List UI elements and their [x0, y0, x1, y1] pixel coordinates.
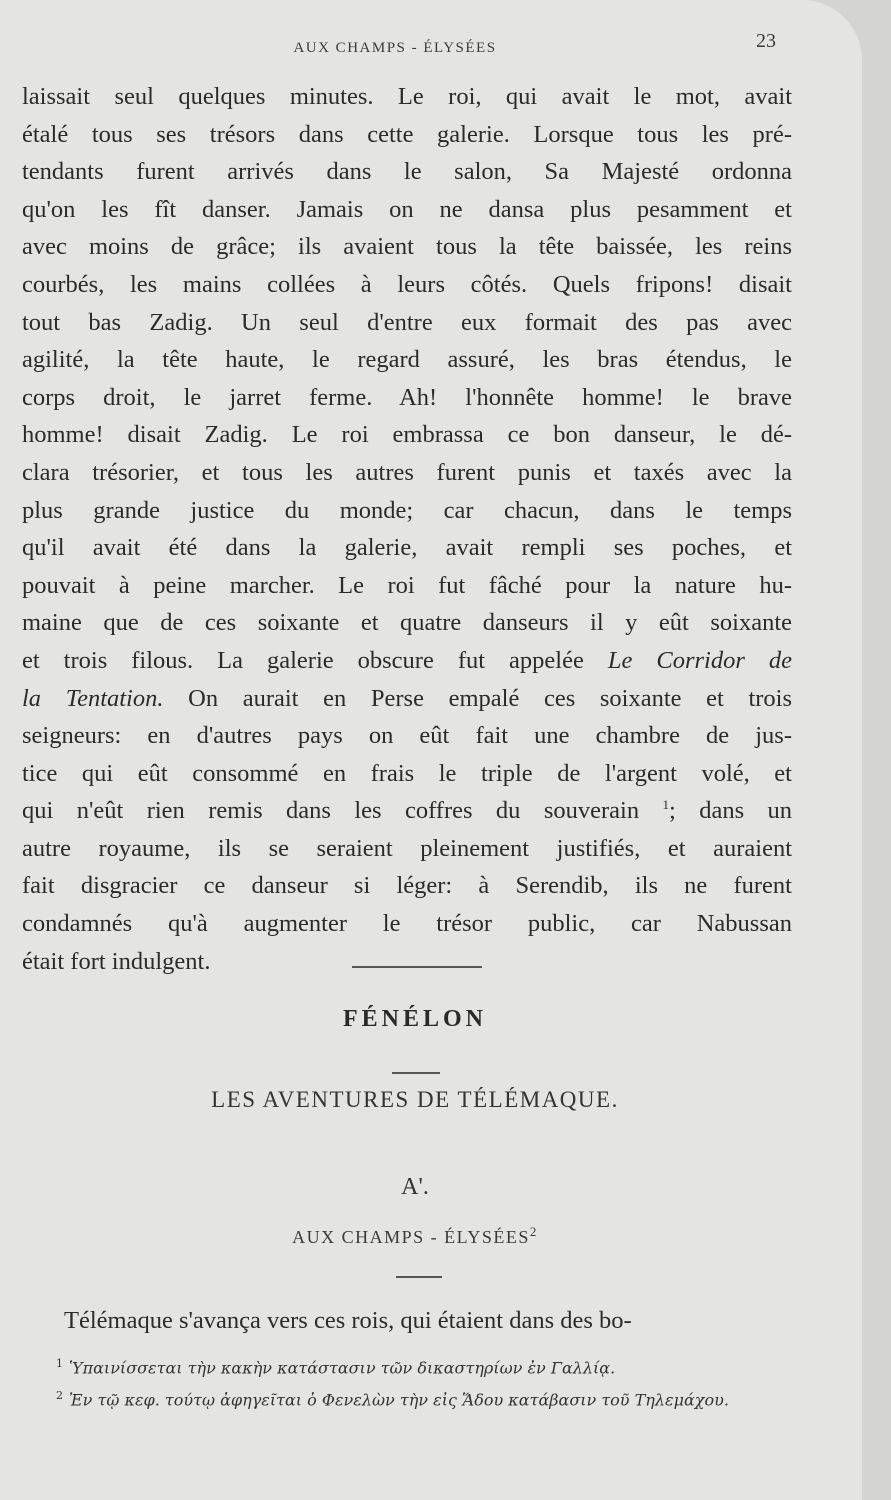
- text-line: [22, 792, 792, 830]
- text-segment: On aurait en Perse empalé ces soixante et trois: [188, 684, 792, 712]
- text-line: maine que de ces soixante et quatre danseurs il y eût soixante: [22, 609, 792, 637]
- footnote: [56, 1382, 816, 1414]
- text-line: était fort indulgent.: [22, 947, 211, 975]
- footnote: [56, 1350, 816, 1382]
- text-line: condamnés qu'à augmenter le trésor public, car Nabussan: [22, 910, 792, 938]
- text-line: étalé tous ses trésors dans cette galerie. Lorsque tous les pré-: [22, 120, 792, 148]
- text-line: autre royaume, ils se seraient pleinement justifiés, et auraient: [22, 834, 792, 862]
- text-line: fait disgracier ce danseur si léger: à Serendib, ils ne furent: [22, 872, 792, 900]
- text-line: plus grande justice du monde; car chacun, dans le temps: [22, 496, 792, 524]
- text-segment: et trois filous. La galerie obscure fut appelée: [22, 646, 584, 674]
- text-line: courbés, les mains collées à leurs côtés. Quels fripons! disait: [22, 270, 792, 298]
- chapter-title-text: AUX CHAMPS - ÉLYSÉES: [292, 1227, 530, 1247]
- footnote-mark: 1: [56, 1357, 63, 1370]
- section-divider: [392, 1072, 440, 1074]
- footnote-ref: 1: [662, 797, 669, 813]
- footnote-text: Ὑπαινίσσεται τὴν κακὴν κατάστασιν τῶν δικαστηρίων ἐν Γαλλίᾳ.: [69, 1358, 616, 1378]
- text-line: tout bas Zadig. Un seul d'entre eux formait des pas avec: [22, 308, 792, 336]
- author-heading: FÉNÉLON: [342, 1006, 487, 1032]
- text-segment: ; dans un: [668, 797, 792, 825]
- text-line: [22, 642, 792, 680]
- footnote-text: Ἐν τῷ κεφ. τούτῳ ἀφηγεῖται ὁ Φενελὼν τὴν εἰς Ἅδου κατάβασιν τοῦ Τηλεμάχου.: [69, 1390, 729, 1410]
- text-line: avec moins de grâce; ils avaient tous la tête baissée, les reins: [22, 233, 792, 261]
- text-line: [22, 680, 792, 718]
- text-line: tice qui eût consommé en frais le triple de l'argent volé, et: [22, 759, 792, 787]
- text-line: agilité, la tête haute, le regard assuré, les bras étendus, le: [22, 346, 792, 374]
- section-divider: [352, 966, 482, 968]
- section-divider: [396, 1276, 442, 1278]
- page-number: 23: [756, 30, 776, 52]
- footnotes: [56, 1350, 816, 1415]
- footnote-mark: 2: [56, 1389, 63, 1403]
- italic-title: la Tentation.: [22, 684, 164, 712]
- text-line: homme! disait Zadig. Le roi embrassa ce bon danseur, le dé-: [22, 421, 792, 449]
- text-line: clara trésorier, et tous les autres furent punis et taxés avec la: [22, 458, 792, 486]
- chapter-title: [0, 1224, 830, 1248]
- chapter-number: Α'.: [401, 1174, 429, 1200]
- footnote-ref: 2: [529, 1224, 538, 1239]
- text-line: corps droit, le jarret ferme. Ah! l'honnête homme! le brave: [22, 383, 792, 411]
- italic-title: Le Corridor de: [607, 646, 792, 674]
- text-line: qu'il avait été dans la galerie, avait rempli ses poches, et: [22, 534, 792, 562]
- text-line: laissait seul quelques minutes. Le roi, qui avait le mot, avait: [22, 83, 792, 110]
- text-line: pouvait à peine marcher. Le roi fut fâché pour la nature hu-: [22, 571, 792, 599]
- text-segment: qui n'eût rien remis dans les coffres du souverain: [22, 797, 640, 825]
- work-title: LES AVENTURES DE TÉLÉMAQUE.: [211, 1087, 619, 1112]
- running-head: AUX CHAMPS - ÉLYSÉES: [293, 40, 497, 56]
- text-line: qu'on les fît danser. Jamais on ne dansa plus pesamment et: [22, 195, 792, 223]
- text-line: seigneurs: en d'autres pays on eût fait une chambre de jus-: [22, 722, 792, 750]
- text-line: tendants furent arrivés dans le salon, Sa Majesté ordonna: [22, 158, 792, 186]
- opening-line: Télémaque s'avança vers ces rois, qui étaient dans des bo-: [64, 1307, 632, 1334]
- body-text: [22, 78, 792, 980]
